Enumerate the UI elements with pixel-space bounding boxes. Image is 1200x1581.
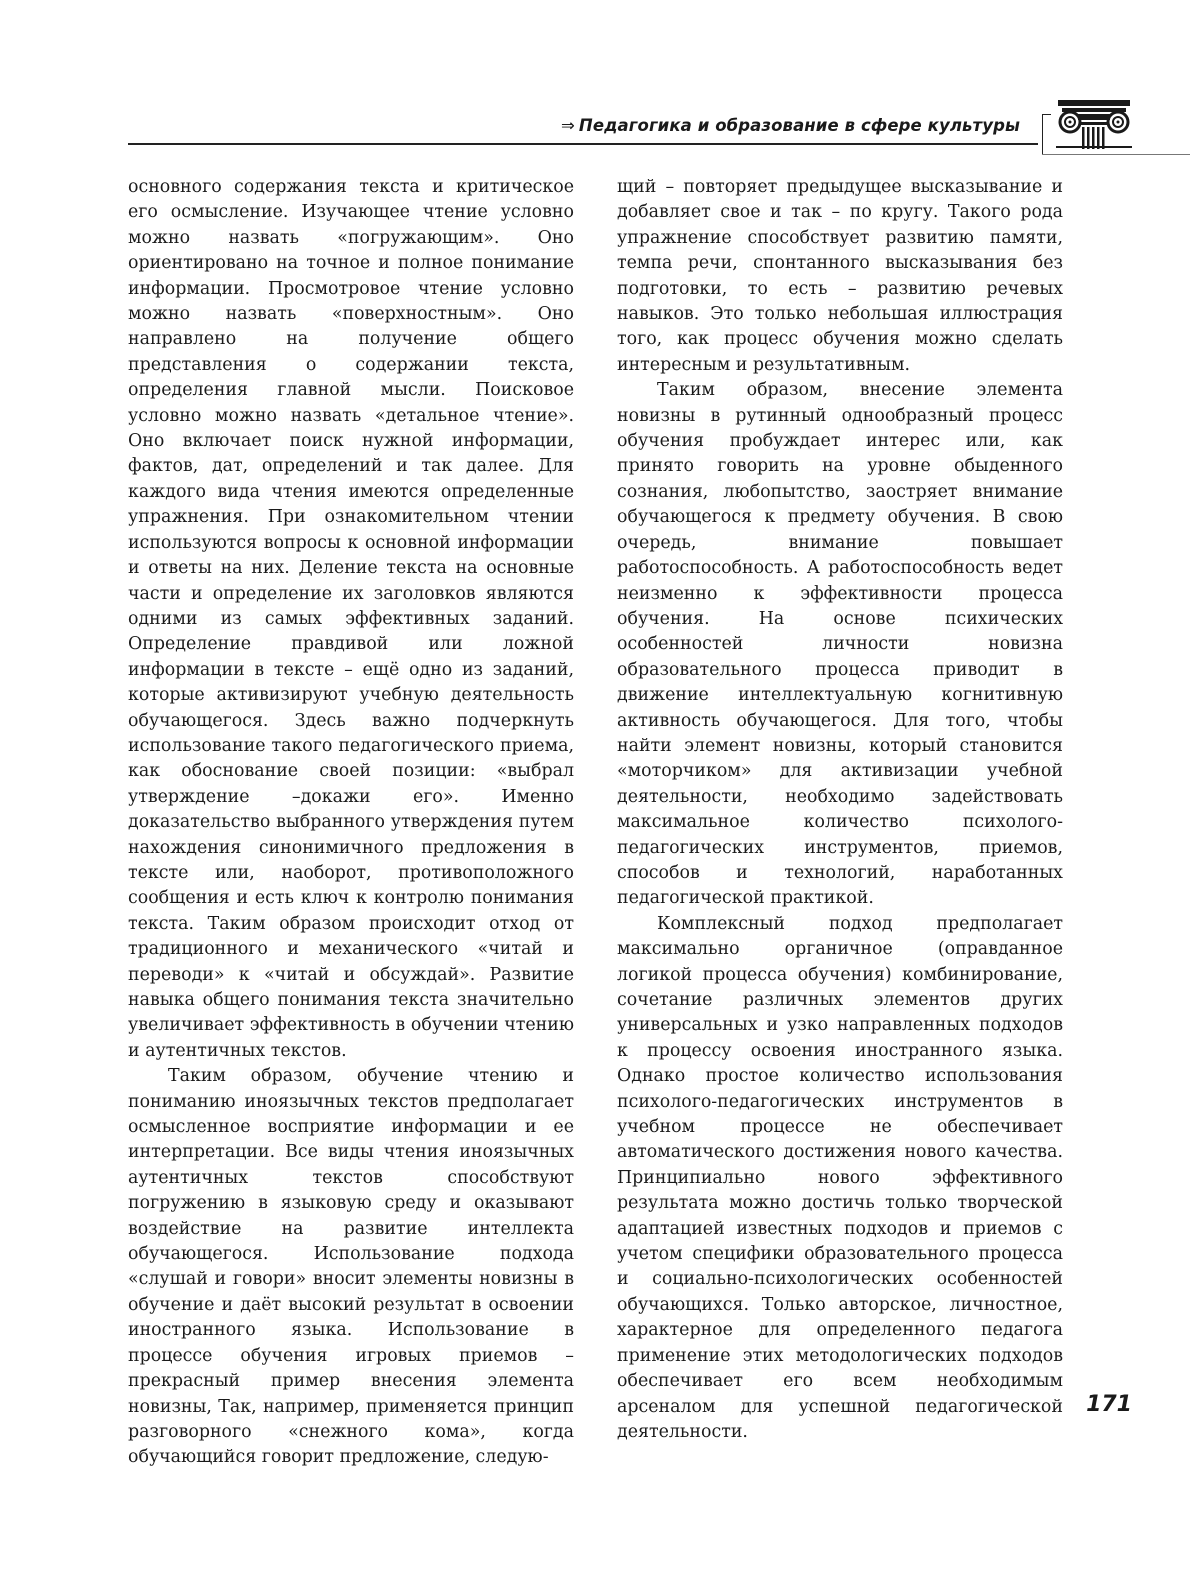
running-header-title — [561, 116, 1020, 135]
arrow-icon: ⇒ — [560, 116, 575, 135]
header-box-line — [1042, 154, 1190, 155]
right-column — [617, 175, 1063, 1445]
left-column — [128, 175, 574, 1471]
page-number: 171 — [1086, 1392, 1132, 1417]
left-paragraph-1: основного содержания текста и критическое его осмысление. Изучающее чтение условно можно назвать «погружающим». Оно ориентировано на точное и полное понимание информации. Просмотровое чтение условно можно назвать «поверхностным». Оно направлено на получение общего представления о содержании текста, определения главной мысли. Поисковое условно можно назвать «детальное чтение». Оно включает поиск нужной информации, фактов, дат, определений и так далее. Для каждого вида чтения имеются определенные упражнения. При ознакомительном чтении используются вопросы к основной информации и ответы на них. Деление текста на основные части и определение их заголовков являются одними из самых эффективных заданий. Определение правдивой или ложной информации в тексте – ещё одно из заданий, которые активизируют учебную деятельность обучающегося. Здесь важно подчеркнуть использование такого педагогического приема, как обоснование своей позиции: «выбрал утверждение –докажи его». Именно доказательство выбранного утверждения путем нахождения синонимичного предложения в тексте или, наоборот, противоположного сообщения и есть ключ к контролю понимания текста. Таким образом происходит отход от традиционного и механического «читай и переводи» к «читай и обсуждай». Развитие навыка общего понимания текста значительно увеличивает эффективность в обучении чтению и аутентичных текстов. — [128, 177, 574, 1061]
left-paragraph-2: Таким образом, обучение чтению и пониманию иноязычных текстов предполагает осмысленное восприятие информации и ее интерпретации. Все виды чтения иноязычных аутентичных текстов способствуют погружению в языковую среду и оказывают воздействие на развитие интеллекта обучающегося. Использование подхода «слушай и говори» вносит элементы новизны в обучение и даёт высокий результат в освоении иностранного языка. Использование в процессе обучения игровых приемов – прекрасный пример внесения элемента новизны, Так, например, применяется принцип разговорного «снежного кома», когда обучающийся говорит предложение, следую- — [128, 1066, 574, 1468]
right-paragraph-1: щий – повторяет предыдущее высказывание и добавляет свое и так – по кругу. Такого рода упражнение способствует развитию памяти, темпа речи, спонтанного высказывания без подготовки, то есть – развитию речевых навыков. Это только небольшая иллюстрация того, как процесс обучения можно сделать интересным и результативным. — [617, 177, 1063, 375]
ionic-column-capital-icon — [1056, 96, 1132, 152]
header-title-text: Педагогика и образование в сфере культуры — [578, 116, 1020, 135]
header-rule — [128, 143, 1038, 145]
right-paragraph-3: Комплексный подход предполагает максимально органичное (оправданное логикой процесса обучения) комбинирование, сочетание различных элементов других универсальных и узко направленных подходов к процессу освоения иностранного языка. Однако простое количество использования психолого-педагогических инструментов в учебном процессе не обеспечивает автоматического достижения нового качества. Принципиально нового эффективного результата можно достичь только творческой адаптацией известных подходов и приемов с учетом специфики образовательного процесса и социально-психологических особенностей обучающихся. Только авторское, личностное, характерное для определенного педагога применение этих методологических подходов обеспечивает его всем необходимым арсеналом для успешной педагогической деятельности. — [617, 913, 1063, 1442]
header-tab-bracket — [1042, 114, 1051, 155]
running-header — [128, 96, 1190, 166]
right-paragraph-2: Таким образом, внесение элемента новизны в рутинный однообразный процесс обучения пробуждает интерес или, как принято говорить на уровне обыденного сознания, любопытство, заостряет внимание обучающегося к предмету обучения. В свою очередь, внимание повышает работоспособность. А работоспособность ведет неизменно к эффективности процесса обучения. На основе психических особенностей личности новизна образовательного процесса приводит в движение интеллектуальную когнитивную активность обучающегося. Для того, чтобы найти элемент новизны, который становится «моторчиком» для активизации учебной деятельности, необходимо задействовать максимальное количество психолого-педагогических инструментов, приемов, способов и технологий, наработанных педагогической практикой. — [617, 380, 1063, 909]
